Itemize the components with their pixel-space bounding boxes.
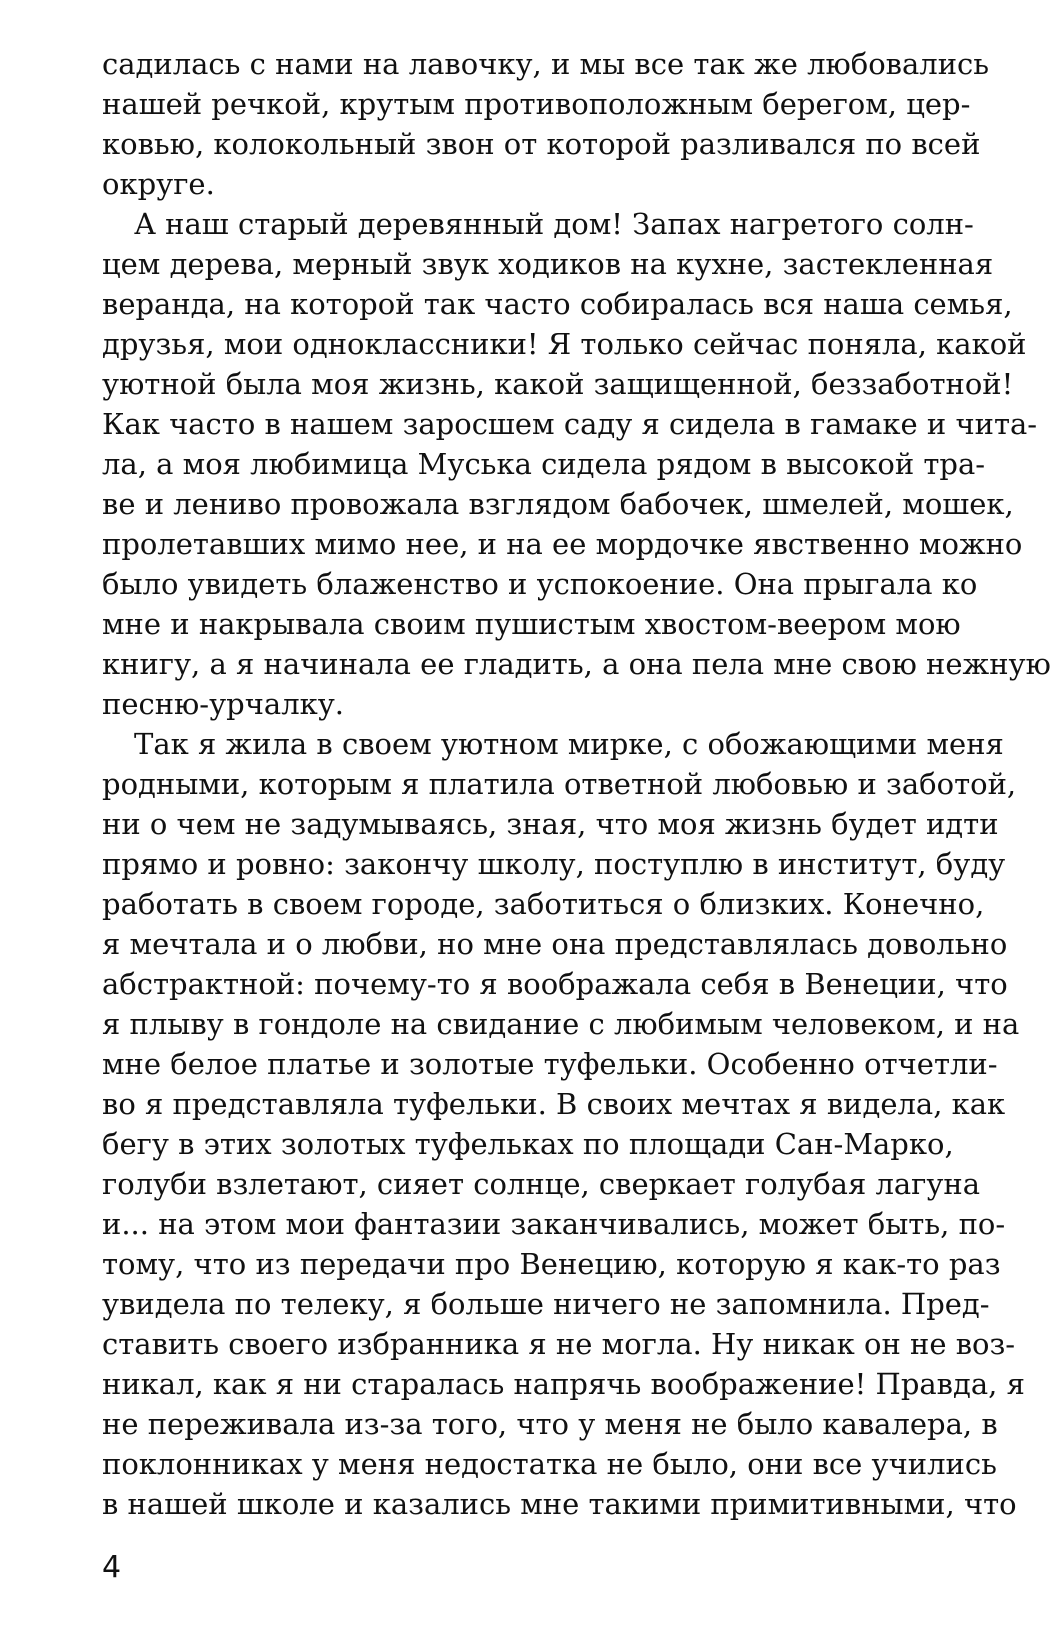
- page-number: 4: [102, 1550, 122, 1585]
- text-line: мне белое платье и золотые туфельки. Особенно отчетли-: [102, 1047, 998, 1081]
- paragraph-3: [102, 724, 1025, 1524]
- text-line: А наш старый деревянный дом! Запах нагретого солн-: [134, 207, 974, 241]
- text-line: мне и накрывала своим пушистым хвостом-веером мою: [102, 607, 961, 641]
- text-line: работать в своем городе, заботиться о близких. Конечно,: [102, 887, 985, 921]
- text-line: я мечтала и о любви, но мне она представлялась довольно: [102, 927, 1008, 961]
- text-line: бегу в этих золотых туфельках по площади Сан-Марко,: [102, 1127, 954, 1161]
- text-line: родными, которым я платила ответной любовью и заботой,: [102, 767, 1017, 801]
- text-line: книгу, а я начинала ее гладить, а она пела мне свою нежную: [102, 647, 1051, 681]
- text-line: в нашей школе и казались мне такими примитивными, что: [102, 1487, 1017, 1521]
- text-line: голуби взлетают, сияет солнце, сверкает голубая лагуна: [102, 1167, 981, 1201]
- text-line: абстрактной: почему-то я воображала себя в Венеции, что: [102, 967, 1008, 1001]
- text-line: ни о чем не задумываясь, зная, что моя жизнь будет идти: [102, 807, 999, 841]
- text-line: во я представляла туфельки. В своих мечтах я видела, как: [102, 1087, 1006, 1121]
- text-line: ковью, колокольный звон от которой разливался по всей: [102, 127, 981, 161]
- paragraph-1: [102, 44, 990, 204]
- text-line: прямо и ровно: закончу школу, поступлю в институт, буду: [102, 847, 1006, 881]
- text-line: уютной была моя жизнь, какой защищенной, беззаботной!: [102, 367, 1014, 401]
- text-line: ве и лениво провожала взглядом бабочек, шмелей, мошек,: [102, 487, 1014, 521]
- text-line: не переживала из-за того, что у меня не было кавалера, в: [102, 1407, 998, 1441]
- text-line: цем дерева, мерный звук ходиков на кухне, застекленная: [102, 247, 994, 281]
- text-line: песню-урчалку.: [102, 687, 345, 721]
- text-line: ла, а моя любимица Муська сидела рядом в высокой тра-: [102, 447, 986, 481]
- text-line: поклонниках у меня недостатка не было, они все учились: [102, 1447, 997, 1481]
- paragraph-2: [102, 204, 1051, 724]
- text-line: нашей речкой, крутым противоположным берегом, цер-: [102, 87, 971, 121]
- text-line: я плыву в гондоле на свидание с любимым человеком, и на: [102, 1007, 1020, 1041]
- text-line: тому, что из передачи про Венецию, которую я как-то раз: [102, 1247, 1001, 1281]
- text-line: округе.: [102, 167, 215, 201]
- text-line: было увидеть блаженство и успокоение. Она прыгала ко: [102, 567, 978, 601]
- text-line: друзья, мои одноклассники! Я только сейчас поняла, какой: [102, 327, 1027, 361]
- text-line: Как часто в нашем заросшем саду я сидела в гамаке и чита-: [102, 407, 1038, 441]
- text-line: веранда, на которой так часто собиралась вся наша семья,: [102, 287, 1013, 321]
- text-line: пролетавших мимо нее, и на ее мордочке явственно можно: [102, 527, 1023, 561]
- text-line: увидела по телеку, я больше ничего не запомнила. Пред-: [102, 1287, 990, 1321]
- text-line: ставить своего избранника я не могла. Ну никак он не воз-: [102, 1327, 1016, 1361]
- body-text: [102, 44, 1051, 1524]
- text-line: Так я жила в своем уютном мирке, с обожающими меня: [134, 727, 1004, 761]
- text-line: никал, как я ни старалась напрячь воображение! Правда, я: [102, 1367, 1025, 1401]
- text-line: и... на этом мои фантазии заканчивались, может быть, по-: [102, 1207, 1006, 1241]
- text-line: садилась с нами на лавочку, и мы все так же любовались: [102, 47, 990, 81]
